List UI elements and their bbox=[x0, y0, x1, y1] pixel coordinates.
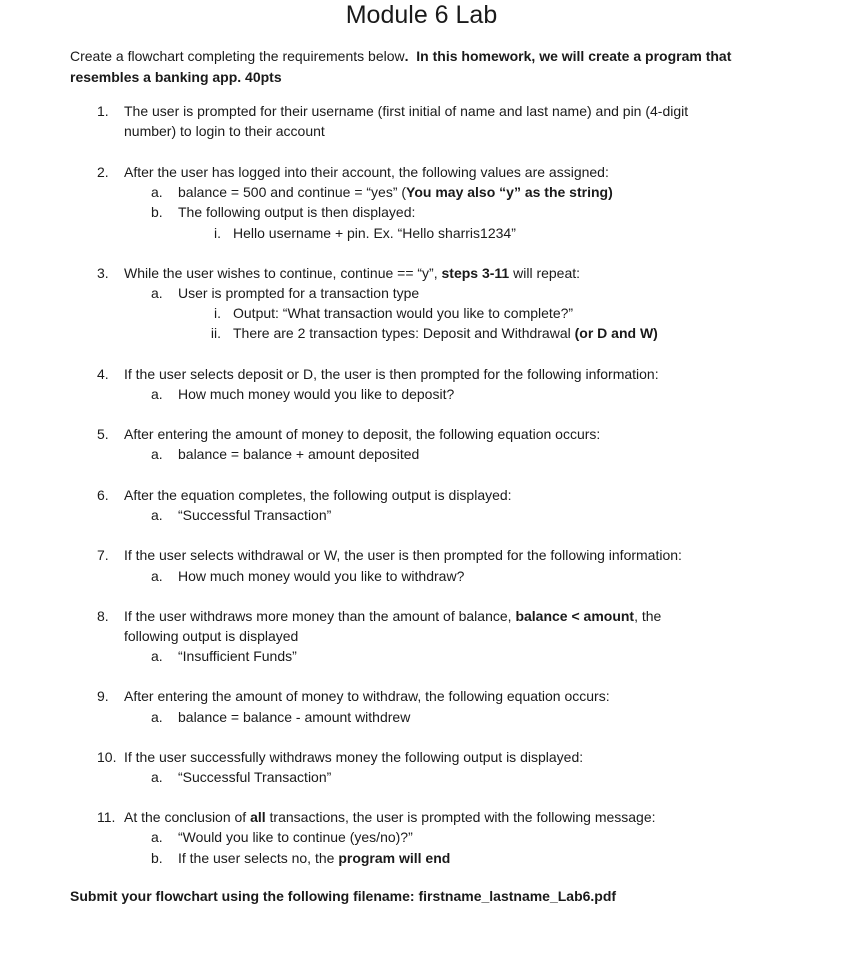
item-4a: How much money would you like to deposit? bbox=[178, 386, 455, 402]
item-8a-marker: a. bbox=[151, 648, 163, 664]
item-3-text: While the user wishes to continue, continue == “y”, steps 3-11 will repeat: bbox=[124, 265, 581, 281]
intro-bold: In this homework, we will create a program that resembles a banking app. 40pts bbox=[70, 48, 732, 85]
item-2a: balance = 500 and continue = “yes” (You may also “y” as the string) bbox=[178, 184, 613, 200]
item-3aii: There are 2 transaction types: Deposit and Withdrawal (or D and W) bbox=[233, 325, 658, 341]
submission-instructions: Submit your flowchart using the following filename: firstname_lastname_Lab6.pdf bbox=[70, 888, 617, 904]
item-8-text-cont: following output is displayed bbox=[124, 628, 299, 644]
item-10-text: If the user successfully withdraws money the following output is displayed: bbox=[124, 749, 584, 765]
item-2-number: 2. bbox=[97, 164, 109, 180]
item-2b-marker: b. bbox=[151, 204, 163, 220]
intro-text: Create a flowchart completing the requirements below bbox=[70, 48, 405, 64]
item-11b-bold: program will end bbox=[338, 850, 451, 866]
item-7-number: 7. bbox=[97, 547, 109, 563]
item-11b-marker: b. bbox=[151, 850, 163, 866]
item-7-text: If the user selects withdrawal or W, the user is then prompted for the following information: bbox=[124, 547, 682, 563]
item-5a: balance = balance + amount deposited bbox=[178, 446, 420, 462]
page-title: Module 6 Lab bbox=[345, 1, 498, 29]
item-2a-marker: a. bbox=[151, 184, 163, 200]
item-8a: “Insufficient Funds” bbox=[178, 648, 297, 664]
item-6-number: 6. bbox=[97, 487, 109, 503]
item-9a: balance = balance - amount withdrew bbox=[178, 709, 411, 725]
item-8-number: 8. bbox=[97, 608, 109, 624]
item-2bi-marker: i. bbox=[214, 225, 221, 241]
item-2bi: Hello username + pin. Ex. “Hello sharris1234” bbox=[233, 225, 516, 241]
intro-period: . bbox=[404, 48, 409, 64]
item-8-text: If the user withdraws more money than the amount of balance, balance < amount, the bbox=[124, 608, 662, 624]
item-4-number: 4. bbox=[97, 366, 109, 382]
item-3-number: 3. bbox=[97, 265, 109, 281]
item-10a-marker: a. bbox=[151, 769, 163, 785]
item-6a-marker: a. bbox=[151, 507, 163, 523]
item-2a-bold: You may also “y” as the string) bbox=[406, 184, 613, 200]
item-9-text: After entering the amount of money to withdraw, the following equation occurs: bbox=[124, 688, 610, 704]
item-6a: “Successful Transaction” bbox=[178, 507, 332, 523]
item-9-number: 9. bbox=[97, 688, 109, 704]
item-3ai-marker: i. bbox=[214, 305, 221, 321]
item-3a: User is prompted for a transaction type bbox=[178, 285, 420, 301]
item-2-text: After the user has logged into their account, the following values are assigned: bbox=[124, 164, 609, 180]
item-6-text: After the equation completes, the following output is displayed: bbox=[124, 487, 512, 503]
item-11b: If the user selects no, the program will end bbox=[178, 850, 451, 866]
item-9a-marker: a. bbox=[151, 709, 163, 725]
item-11a-marker: a. bbox=[151, 829, 163, 845]
item-5a-marker: a. bbox=[151, 446, 163, 462]
item-10-number: 10. bbox=[97, 749, 117, 765]
item-5-text: After entering the amount of money to deposit, the following equation occurs: bbox=[124, 426, 601, 442]
item-3ai: Output: “What transaction would you like to complete?” bbox=[233, 305, 574, 321]
item-1-text-cont: number) to login to their account bbox=[124, 123, 325, 139]
item-4a-marker: a. bbox=[151, 386, 163, 402]
intro-paragraph bbox=[70, 46, 770, 88]
item-7a: How much money would you like to withdraw? bbox=[178, 568, 465, 584]
item-11-number: 11. bbox=[97, 809, 116, 825]
item-1-number: 1. bbox=[97, 103, 109, 119]
item-3aii-bold: (or D and W) bbox=[574, 325, 658, 341]
item-3-bold: steps 3-11 bbox=[441, 265, 510, 281]
item-2b: The following output is then displayed: bbox=[178, 204, 416, 220]
item-5-number: 5. bbox=[97, 426, 109, 442]
item-10a: “Successful Transaction” bbox=[178, 769, 332, 785]
item-7a-marker: a. bbox=[151, 568, 163, 584]
item-8-bold: balance < amount bbox=[515, 608, 635, 624]
item-4-text: If the user selects deposit or D, the user is then prompted for the following information: bbox=[124, 366, 659, 382]
item-11a: “Would you like to continue (yes/no)?” bbox=[178, 829, 413, 845]
item-3aii-marker: ii. bbox=[210, 325, 221, 341]
item-1-text: The user is prompted for their username (first initial of name and last name) and pin (4-digit bbox=[124, 103, 689, 119]
item-3a-marker: a. bbox=[151, 285, 163, 301]
item-11-text: At the conclusion of all transactions, the user is prompted with the following message: bbox=[124, 809, 656, 825]
item-11-bold: all bbox=[250, 809, 266, 825]
